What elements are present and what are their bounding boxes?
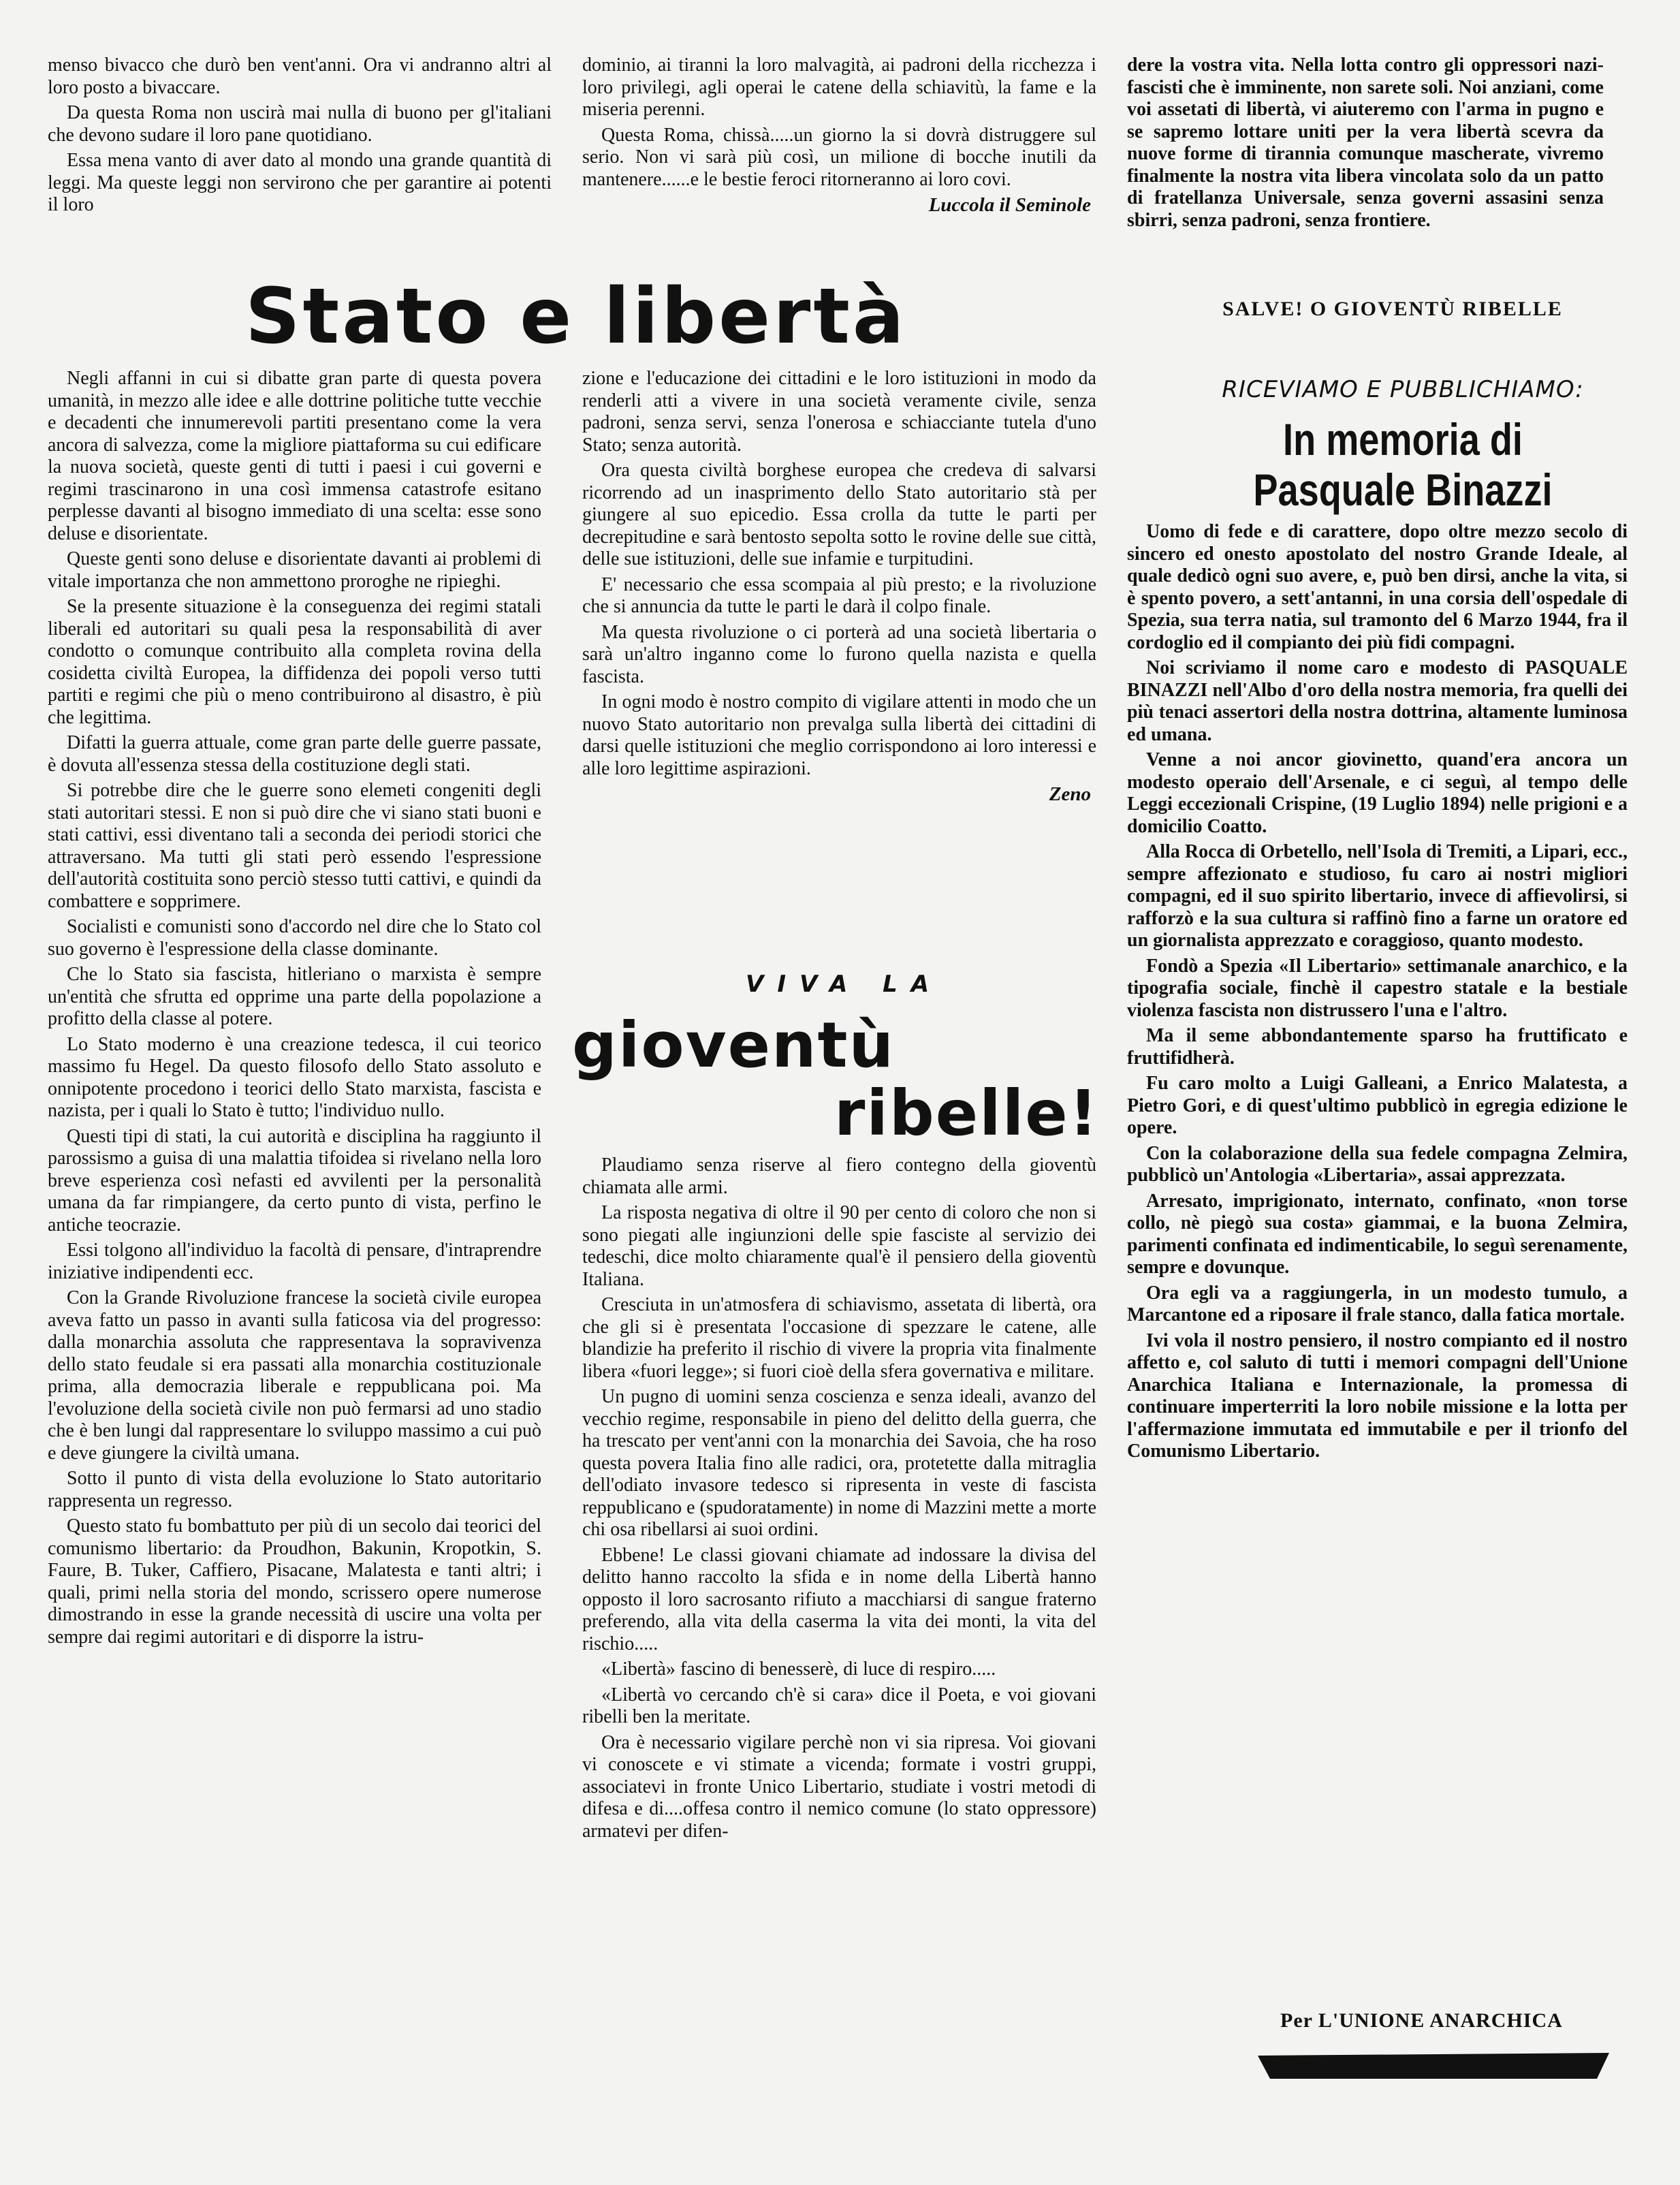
paragraph: «Libertà» fascino di benesserè, di luce di respiro..... [601,1659,996,1680]
decorative-rule [1256,2052,1611,2080]
paragraph: Ma questa rivoluzione o ci porterà ad una società libertaria o sarà un'altro inganno come lo furono quella nazista e quella fascista. [582,621,1096,687]
paragraph: Ivi vola il nostro pensiero, il nostro compianto ed il nostro affetto e, col saluto di tutti i memori compagni dell'Unione Anarchica Italiana e Internazionale, la promessa di continuare imperterriti la loro nobile missione e la lotta per l'affermazione immutata ed immutabile e per il trionfo del Comunismo Libertario. [1127,1330,1628,1462]
paragraph: «Libertà vo cercando ch'è si cara» dice il Poeta, e voi giovani ribelli ben la meritate. [582,1684,1096,1727]
paragraph: Noi scriviamo il nome caro e modesto di PASQUALE BINAZZI nell'Albo d'oro della nostra memoria, fra quelli dei più tenaci assertori della nostra dottrina, altamente luminosa ed umana. [1127,657,1628,745]
paragraph: dere la vostra vita. Nella lotta contro gli oppressori nazi-fascisti che è imminente, non sarete soli. Noi anziani, come voi assetati di libertà, vi aiuteremo con l'arma in pugno e se sapremo lottare uniti per la vera libertà scevra da nuove forme di tirannia comunque mascherate, vivremo finalmente la nostra vita libera vincolata solo da un patto di fratellanza Universale, senza governi assasini senza sbirri, senza padroni, senza frontiere. [1127,54,1604,231]
memoria-kicker: RICEVIAMO E PUBBLICHIAMO: [1222,376,1584,403]
paragraph: Ora egli va a raggiungerla, in un modesto tumulo, a Marcantone ed a riposare il frale stanco, dalla fatica mortale. [1127,1282,1628,1325]
paragraph: Ebbene! Le classi giovani chiamate ad indossare la divisa del delitto hanno raccolto la sfida e in nome della Libertà hanno opposto il loro sacrosanto rifiuto a macchiarsi di sangue fraterno preferendo, alla vita della caserma la vita dei monti, la vita del rischio..... [582,1544,1096,1654]
paragraph: Se la presente situazione è la conseguenza dei regimi statali liberali ed autoritari su quali pesa la responsabilità di aver condotto o comunque contribuito alla completa rovina della cosidetta civiltà Europea, la diffidenza dei popoli verso tutti partiti e regimi che più o meno contribuirono al disastro, è più che legittima. [48,596,541,728]
memoria-signature: Per L'UNIONE ANARCHICA [1280,2009,1563,2032]
paragraph: Ma il seme abbondantemente sparso ha fruttificato e fruttifidherà. [1127,1025,1628,1069]
paragraph: Da questa Roma non uscirà mai nulla di buono per gl'italiani che devono sudare il loro pane quotidiano. [48,102,552,146]
viva-headline-line-1: gioventù [572,1009,895,1082]
paragraph: Alla Rocca di Orbetello, nell'Isola di Tremiti, a Lipari, ecc., sempre affezionato e studioso, fu caro ai nostri migliori compagni, ed il suo spirito libertario, invece di affievolirsi, si rafforzò e la sua cultura si raffinò fino a farne un oratore ed un giornalista apprezzato e coraggioso, quanto modesto. [1127,841,1628,951]
viva-kicker: VIVA LA [746,971,943,998]
viva-column [582,1154,1096,1846]
top-left-column [48,54,552,220]
signature: Zeno [1049,783,1091,805]
paragraph: Ora è necessario vigilare perchè non vi sia ripresa. Voi giovani vi conoscete e vi stimate a vicenda; formate i vostri gruppi, associatevi in fronte Unico Libertario, studiate i vostri metodi di difesa e di....offesa contro il nemico comune (lo stato oppressore) armatevi per difen- [582,1731,1096,1842]
stato-column-2 [582,368,1096,806]
paragraph: Venne a noi ancor giovinetto, quand'era ancora un modesto operaio dell'Arsenale, e ci seguì, al tempo delle Leggi eccezionali Crispine, (19 Luglio 1894) nelle prigioni e a domicilio Coatto. [1127,749,1628,837]
memoria-title-line-2: Pasquale Binazzi [1253,465,1553,515]
paragraph: Con la Grande Rivoluzione francese la società civile europea aveva fatto un passo in avanti sulla faticosa via del progresso: dalla monarchia assoluta che rappresentava la sopravivenza dello stato feudale si era passati alla monarchia costituzionale prima, alla democrazia liberale e reppublicana poi. Ma l'evoluzione della società civile non può fermarsi ad uno stadio che è ben lungi dal rappresentare lo sviluppo massimo a cui può e deve giungere la civiltà umana. [48,1287,541,1464]
memoria-column [1127,521,1628,1466]
paragraph: Cresciuta in un'atmosfera di schiavismo, assetata di libertà, ora che gli si è presentata l'occasione di spezzare le catene, alle blandizie ha preferito il rischio di vivere la propria vita finalmente libera «fuori legge»; si fuori cioè della sfera governativa e militare. [582,1294,1096,1382]
paragraph: Queste genti sono deluse e disorientate davanti ai problemi di vitale importanza che non ammettono proroghe ne ripieghi. [48,548,541,592]
top-middle-column [582,54,1096,217]
viva-headline-line-2: ribelle! [834,1077,1099,1150]
paragraph: Difatti la guerra attuale, come gran parte delle guerre passate, è dovuta all'essenza stessa della costituzione degli stati. [48,732,541,776]
paragraph: Lo Stato moderno è una creazione tedesca, il cui teorico massimo fu Hegel. Da questo filosofo dello Stato assoluto e onnipotente procedono i teorici dello Stato marxista, fascista e nazista, per i quali lo Stato è tutto; l'individuo nullo. [48,1033,541,1121]
paragraph: Questa Roma, chissà.....un giorno la si dovrà distruggere sul serio. Non vi sarà più così, un milione di bocche inutili da mantenere......e le bestie feroci ritorneranno ai loro covi. [582,124,1096,190]
paragraph: Un pugno di uomini senza coscienza e senza ideali, avanzo del vecchio regime, responsabile in pieno del delitto della guerra, che ha trescato per vent'anni con la monarchia dei Savoia, che ha roso questa povera Italia fino alle radici, ora, protetette dalla mitraglia dell'odiato invasore tedesco si ripresenta in veste di fascista reppublicano e (spudoratamente) in nome di Mazzini mette a morte chi osa ribellarsi ai suoi ordini. [582,1386,1096,1540]
paragraph: E' necessario che essa scompaia al più presto; e la rivoluzione che si annuncia da tutte le parti le darà il colpo finale. [582,573,1096,617]
paragraph: Fu caro molto a Luigi Galleani, a Enrico Malatesta, a Pietro Gori, e di quest'ultimo pubblicò in egregia edizione le opere. [1127,1073,1628,1138]
salve-line: SALVE! O GIOVENTÙ RIBELLE [1222,298,1563,320]
paragraph: menso bivacco che durò ben vent'anni. Ora vi andranno altri al loro posto a bivaccare. [48,54,552,98]
paragraph: Plaudiamo senza riserve al fiero contegno della gioventù chiamata alle armi. [582,1154,1096,1198]
paragraph: Fondò a Spezia «Il Libertario» settimanale anarchico, e la tipografia sociale, finchè il capestro statale e la bestiale violenza fascista non distrussero l'una e l'altro. [1127,955,1628,1021]
top-right-column [1127,54,1604,235]
stato-column-1 [48,368,541,1652]
paragraph: dominio, ai tiranni la loro malvagità, ai padroni della ricchezza i loro privilegi, agli operai le catene della schiavitù, la fame e la miseria perenni. [582,54,1096,120]
signature: Luccola il Seminole [928,194,1091,216]
paragraph: Arresato, imprigionato, internato, confinato, «non torse collo, nè piegò sua costa» giammai, e la buona Zelmira, parimenti confinata ed indimenticabile, lo seguì serenamente, sempre e dovunque. [1127,1190,1628,1278]
paragraph: Sotto il punto di vista della evoluzione lo Stato autoritario rappresenta un regresso. [48,1468,541,1511]
paragraph: Con la colaborazione della sua fedele compagna Zelmira, pubblicò un'Antologia «Libertaria», assai apprezzata. [1127,1142,1628,1186]
paragraph: Che lo Stato sia fascista, hitleriano o marxista è sempre un'entità che sfrutta ed opprime una parte della popolazione a profitto della classe al potere. [48,964,541,1029]
paragraph: Ora questa civiltà borghese europea che credeva di salvarsi ricorrendo ad un inasprimento dello Stato autoritario stà per giungere al suo epicedio. Essa crolla da tutte le parti per decrepitudine e sarà bentosto sepolta sotto le rovine delle sue città, delle sue istituzioni, delle sue infamie e turpitudini. [582,460,1096,569]
paragraph: Negli affanni in cui si dibatte gran parte di questa povera umanità, in mezzo alle idee e alle dottrine politiche tutte vecchie e decadenti che innumerevoli partiti presentano come la vera ancora di salvezza, come la migliore piattaforma su cui edificare la nuova società, queste genti di tutti i paesi i cui governi e regimi trascinarono in una così immensa catastrofe esitano perplesse davanti al bisogno immediato di una scelta: esse sono deluse e disorientate. [48,368,541,544]
paragraph: Essi tolgono all'individuo la facoltà di pensare, d'intraprendre iniziative indipendenti ecc. [48,1240,541,1283]
memoria-title-line-1: In memoria di [1283,414,1523,465]
paragraph: Socialisti e comunisti sono d'accordo nel dire che lo Stato col suo governo è l'espressione della classe dominante. [48,916,541,960]
paragraph: Questi tipi di stati, la cui autorità e disciplina ha raggiunto il parossismo a guisa di una malattia tifoidea si rivelano nella loro breve esperienza così nefasti ed avvilenti per la personalità umana da far rimpiangere, da certo punto di vista, perfino le antiche teocrazie. [48,1125,541,1236]
paragraph: La risposta negativa di oltre il 90 per cento di coloro che non si sono piegati alle ingiunzioni delle spie fasciste al servizio dei tedeschi, dice molto chiaramente qual'è il pensiero della gioventù Italiana. [582,1202,1096,1290]
paragraph: Essa mena vanto di aver dato al mondo una grande quantità di leggi. Ma queste leggi non servirono che per garantire ai potenti il loro [48,150,552,215]
paragraph: zione e l'educazione dei cittadini e le loro istituzioni in modo da renderli atti a vivere in una società veramente civile, senza padroni, senza servi, senza l'onerosa e schiacciante tutela d'uno Stato; senza autorità. [582,368,1096,456]
paragraph: Uomo di fede e di carattere, dopo oltre mezzo secolo di sincero ed onesto apostolato del nostro Grande Ideale, al quale dedicò ogni suo avere, e, può ben dirsi, anche la vita, si è spento povero, a sett'antanni, in una corsia dell'ospedale di Spezia, sua terra natia, sul tramonto del 6 Marzo 1944, fra il cordoglio ed il compianto dei più fidi compagni. [1127,521,1628,653]
headline-stato-e-liberta: Stato e libertà [245,272,907,361]
paragraph: In ogni modo è nostro compito di vigilare attenti in modo che un nuovo Stato autoritario non prevalga sulla libertà dei cittadini di darsi quelle istituzioni che meglio corrispondono ai loro interessi e alle loro legittime aspirazioni. [582,691,1096,779]
paragraph: Questo stato fu bombattuto per più di un secolo dai teorici del comunismo libertario: da Proudhon, Bakunin, Kropotkin, S. Faure, B. Tuker, Caffiero, Pisacane, Malatesta e tanti altri; i quali, primi nella storia del mondo, scrissero opere numerose dimostrando in esse la grande necessità di uscire una volta per sempre dai regimi autoritari e di disporre la istru- [48,1515,541,1648]
paragraph: Si potrebbe dire che le guerre sono elemeti congeniti degli stati autoritari stessi. E non si può dire che vi siano stati buoni e stati cattivi, essi diventano tali a seconda dei periodi storici che attraversano. Ma tutti gli stati però essendo l'espressione dell'autorità costituita sono perciò stesso tutti cattivi, e quindi da combattere e sopprimere. [48,780,541,912]
